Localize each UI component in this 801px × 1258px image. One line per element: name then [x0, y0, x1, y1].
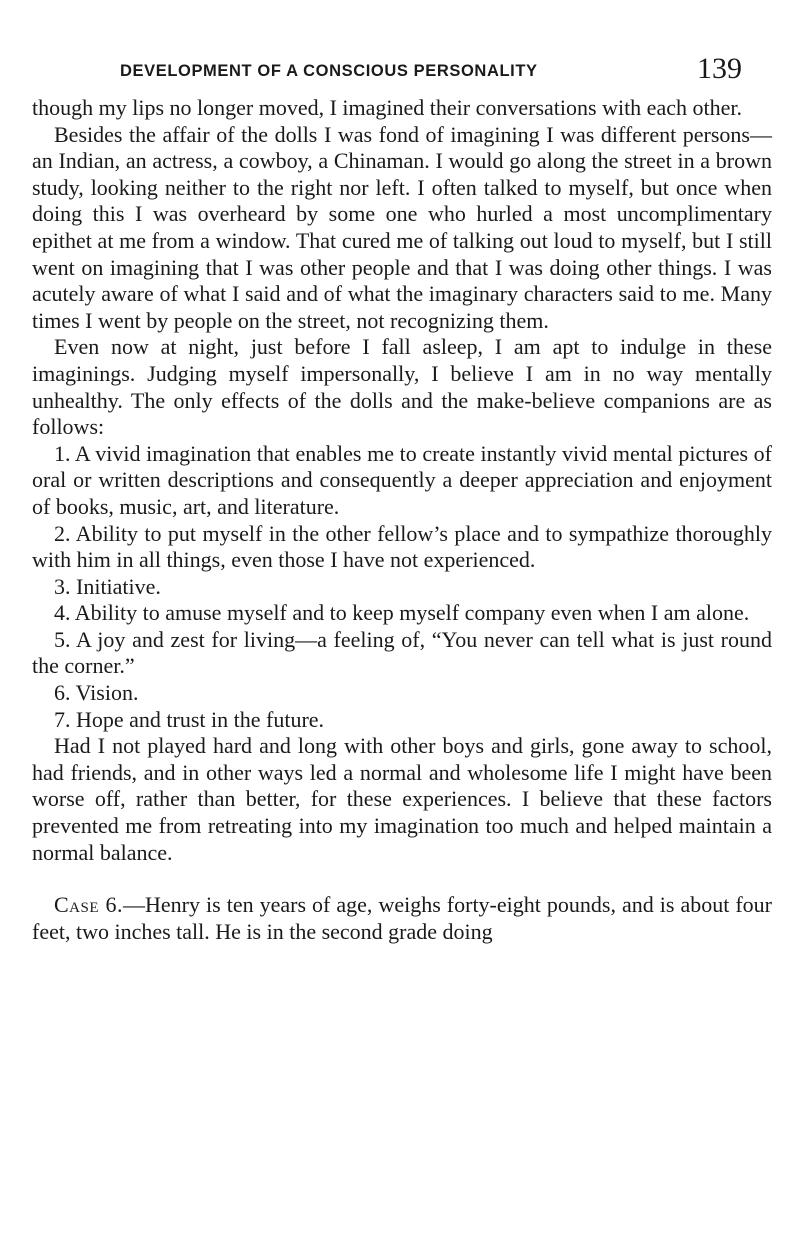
case-label: Case 6. — [54, 892, 124, 918]
paragraph: Besides the affair of the dolls I was fond of imagining I was different persons—an Indian, an actress, a cowboy, a Chinaman. I would go along the street in a brown study, looking neither to the right nor left. I often talked to myself, but once when doing this I was overheard by some one who hurled a most uncomplimentary epithet at me from a window. That cured me of talking out loud to myself, but I still went on imagining that I was other people and that I was doing other things. I was acutely aware of what I said and of what the imaginary characters said to me. Many times I went by people on the street, not recognizing them. — [32, 121, 772, 333]
list-item: 5. A joy and zest for living—a feeling of, “You never can tell what is just round the corner.” — [32, 626, 772, 679]
list-item: 2. Ability to put myself in the other fellow’s place and to sympathize thoroughly with him in all things, even those I have not experienced. — [32, 520, 772, 573]
list-item: 1. A vivid imagination that enables me to create instantly vivid mental pictures of oral or written descriptions and consequently a deeper appreciation and enjoyment of books, music, art, and literature. — [32, 440, 772, 519]
running-head: DEVELOPMENT OF A CONSCIOUS PERSONALITY — [120, 62, 538, 80]
list-item: 6. Vision. — [54, 680, 139, 706]
case-paragraph — [32, 892, 772, 945]
page-number: 139 — [697, 52, 742, 85]
paragraph: Even now at night, just before I fall asleep, I am apt to indulge in these imaginings. Judging myself impersonally, I believe I am in no way mentally unhealthy. The only effects of the dolls and the make-believe companions are as follows: — [32, 334, 772, 440]
body-text — [32, 95, 772, 945]
page-header — [32, 52, 772, 92]
section-gap — [32, 866, 772, 892]
list-item: 7. Hope and trust in the future. — [54, 706, 325, 732]
case-text: —Henry is ten years of age, weighs forty-eight pounds, and is about four feet, two inches tall. He is in the second grade doing — [32, 892, 772, 944]
paragraph: Had I not played hard and long with other boys and girls, gone away to school, had friends, and in other ways led a normal and wholesome life I might have been worse off, rather than better, for these experiences. I believe that these factors prevented me from retreating into my imagination too much and helped maintain a normal balance. — [32, 733, 772, 865]
paragraph: though my lips no longer moved, I imagined their conversations with each other. — [32, 95, 742, 120]
list-item: 4. Ability to amuse myself and to keep myself company even when I am alone. — [54, 600, 750, 626]
list-item: 3. Initiative. — [54, 573, 161, 599]
